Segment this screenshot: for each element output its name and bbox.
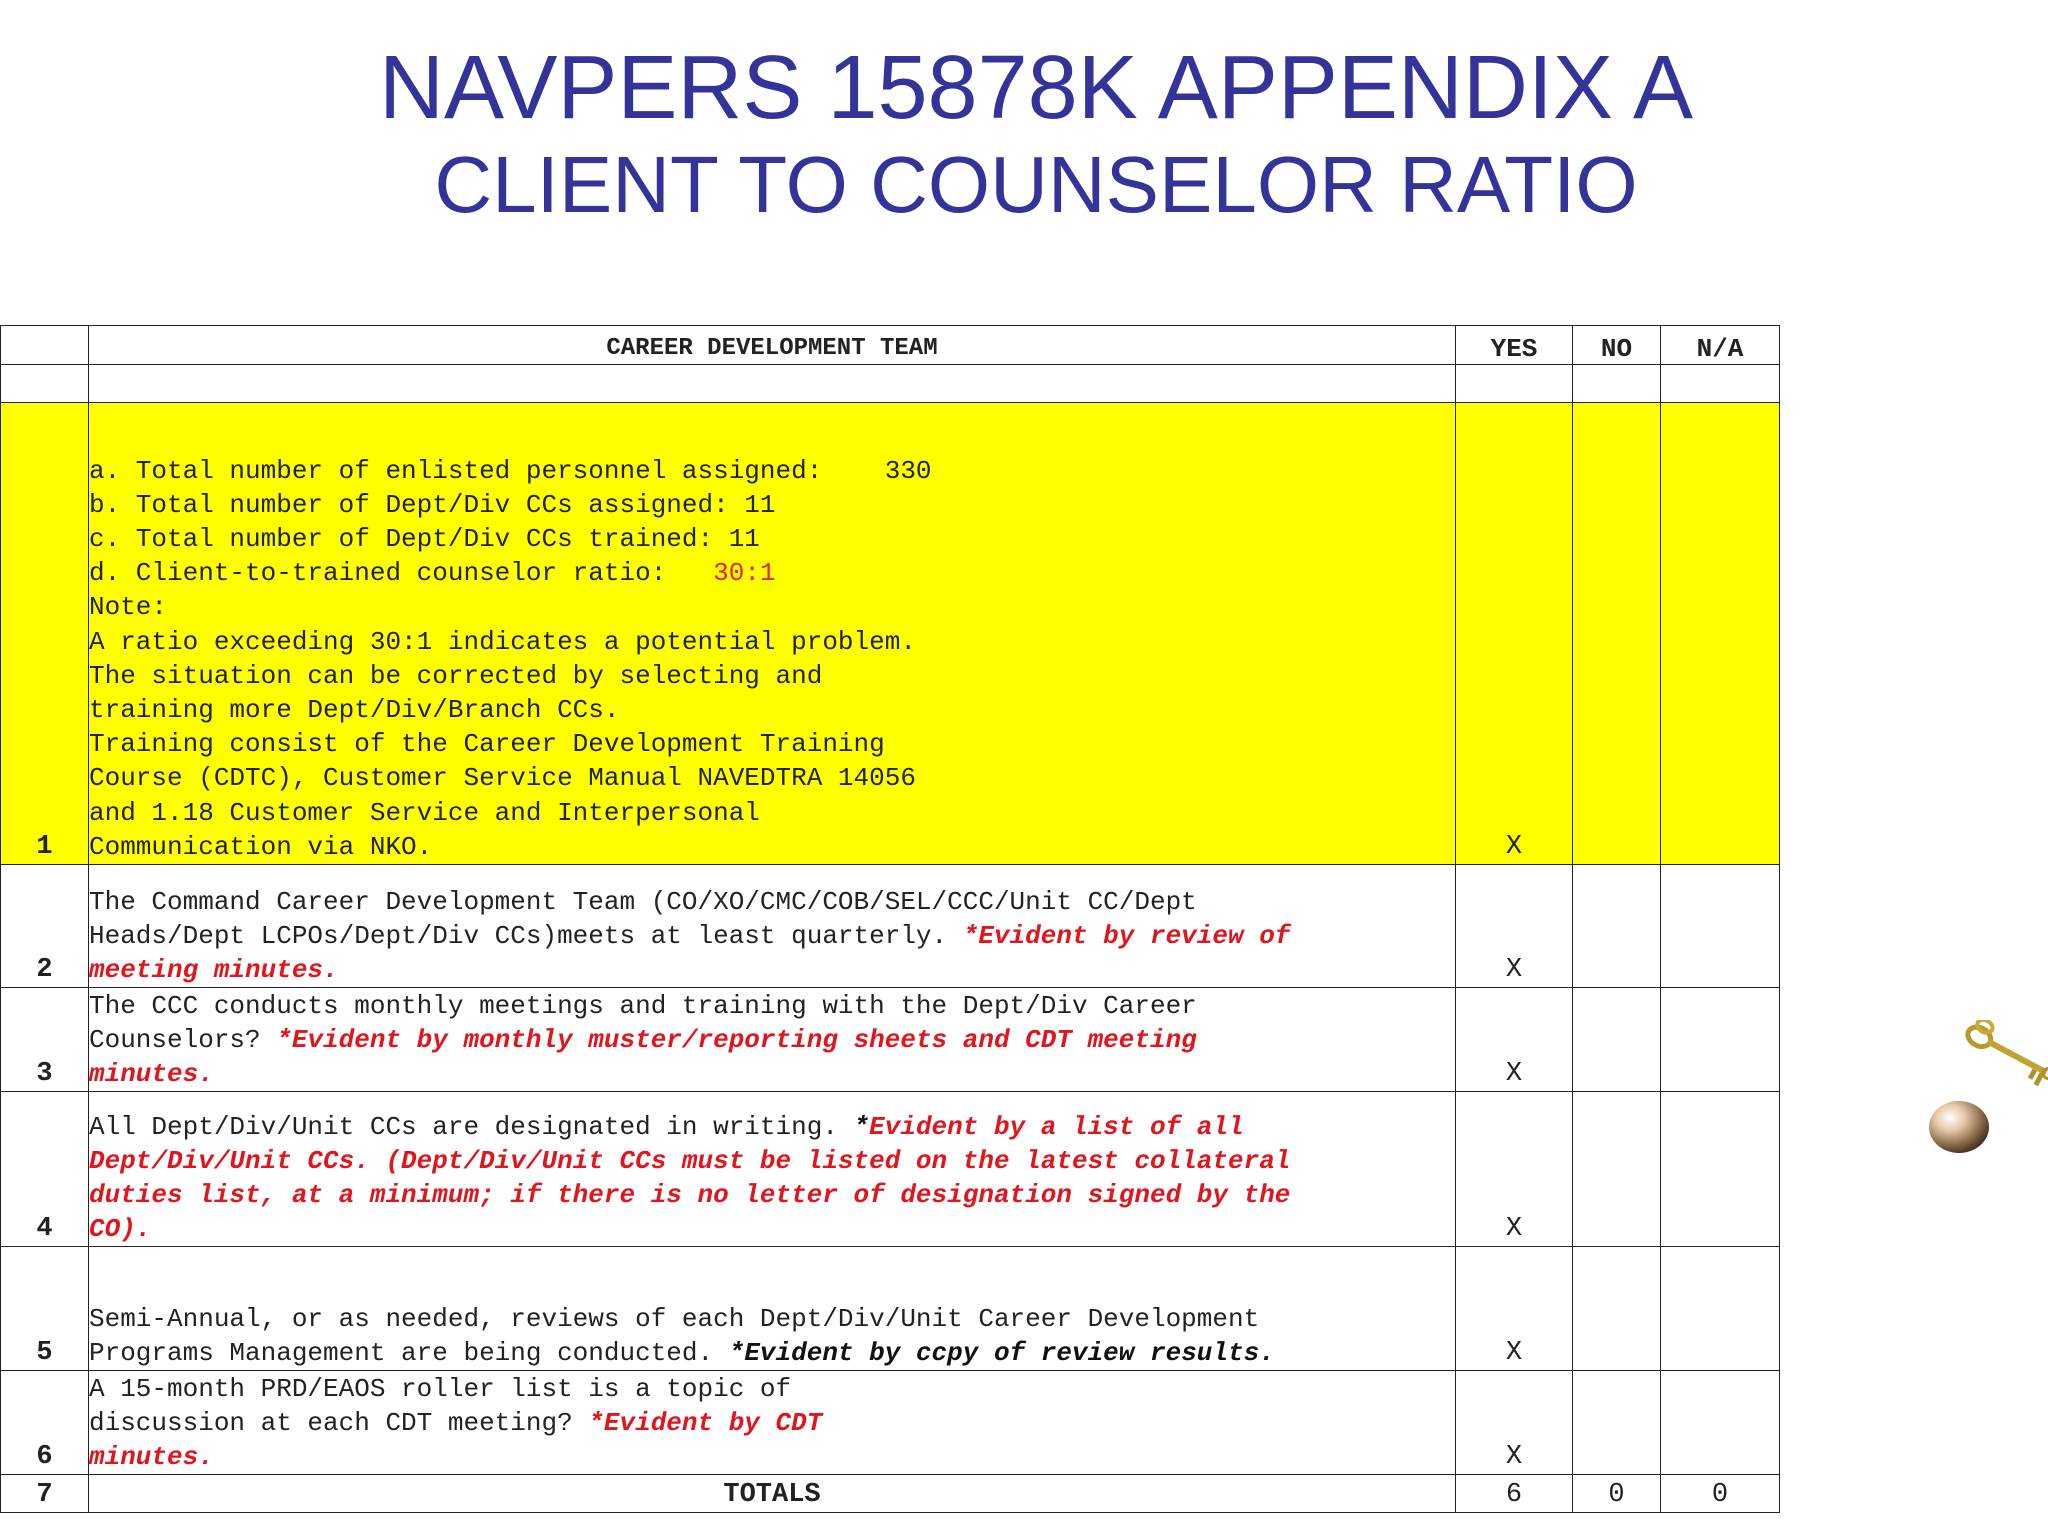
note-line: Note: [89,592,168,623]
header-yes: YES [1456,326,1573,365]
row-number: 7 [1,1475,89,1513]
row-number: 5 [1,1247,89,1371]
row-number: 4 [1,1092,89,1247]
na-total: 0 [1661,1475,1780,1513]
yes-cell: X [1456,865,1573,988]
note-line: Training consist of the Career Development Training [89,729,885,760]
note-line: The situation can be corrected by selecting and [89,660,823,691]
slide-title [0,0,2048,240]
header-na: N/A [1661,326,1780,365]
table-row [1,1247,1780,1371]
yes-cell: X [1456,1371,1573,1475]
evidence-star: * [853,1112,870,1142]
spacer-cell [89,365,1456,403]
na-cell [1661,988,1780,1092]
spacer-cell [1573,365,1661,403]
row-description [89,1247,1456,1371]
note-line: training more Dept/Div/Branch CCs. [89,694,620,725]
table-row [1,1371,1780,1475]
table-row [1,1092,1780,1247]
evidence-text: Evident by a list of all Dept/Div/Unit CCs. (Dept/Div/Unit CCs must be listed on the latest collateral duties list, at a minimum; if there is no letter of designation signed by the CO). [89,1112,1291,1244]
row-description [89,865,1456,988]
na-cell [1661,1247,1780,1371]
pearl-icon [1925,1098,1993,1156]
item-text: The Command Career Development Team (CO/XO/CMC/COB/SEL/CCC/Unit CC/Dept Heads/Dept LCPOs/Dept/Div CCs)meets at least quarterly. [89,887,1197,951]
no-cell [1573,988,1661,1092]
row-number: 1 [1,403,89,865]
header-row [1,326,1780,365]
row-number: 6 [1,1371,89,1475]
spacer-cell [1456,365,1573,403]
yes-cell: X [1456,1247,1573,1371]
row-description [89,988,1456,1092]
na-cell [1661,1092,1780,1247]
spacer-cell [1,365,89,403]
na-cell [1661,865,1780,988]
evidence-text: *Evident by CDT minutes. [89,1408,823,1472]
no-cell [1573,865,1661,988]
checklist-table [0,325,1780,1513]
item-text: Semi-Annual, or as needed, reviews of each Dept/Div/Unit Career Development Programs Management are being conducted. [89,1304,1260,1368]
note-line: Course (CDTC), Customer Service Manual NAVEDTRA 14056 [89,763,916,794]
no-cell [1573,1092,1661,1247]
title-line-1: NAVPERS 15878K APPENDIX A [378,38,1693,138]
item-text: All Dept/Div/Unit CCs are designated in writing. [89,1112,854,1142]
no-cell [1573,403,1661,865]
no-cell [1573,1371,1661,1475]
row-number: 3 [1,988,89,1092]
header-num [1,326,89,365]
row-number: 2 [1,865,89,988]
yes-total: 6 [1456,1475,1573,1513]
evidence-text: *Evident by monthly muster/reporting sheets and CDT meeting minutes. [89,1025,1197,1089]
yes-cell: X [1456,1092,1573,1247]
ratio-value: 30:1 [713,558,776,589]
evidence-text: *Evident by review of meeting minutes. [89,921,1291,985]
yes-cell: X [1456,988,1573,1092]
no-cell [1573,1247,1661,1371]
ratio-line-b: b. Total number of Dept/Div CCs assigned: 11 [89,489,776,520]
note-line: Communication via NKO. [89,831,433,862]
evidence-text: *Evident by ccpy of review results. [728,1338,1275,1368]
totals-row [1,1475,1780,1513]
totals-label: TOTALS [89,1475,1456,1513]
spacer-cell [1661,365,1780,403]
header-no: NO [1573,326,1661,365]
item-text: A 15-month PRD/EAOS roller list is a topic of discussion at each CDT meeting? [89,1374,792,1438]
table-row [1,865,1780,988]
spacer-row [1,365,1780,403]
note-line: A ratio exceeding 30:1 indicates a potential problem. [89,626,916,657]
header-career-development-team: CAREER DEVELOPMENT TEAM [89,326,1456,365]
gold-key-icon [1950,1020,2048,1100]
table-row [1,403,1780,865]
note-line: and 1.18 Customer Service and Interpersonal [89,797,760,828]
no-total: 0 [1573,1475,1661,1513]
ratio-line-a: a. Total number of enlisted personnel assigned: 330 [89,455,932,486]
row-description [89,403,1456,865]
na-cell [1661,1371,1780,1475]
ratio-line-c: c. Total number of Dept/Div CCs trained: 11 [89,523,760,554]
table-row [1,988,1780,1092]
row-description [89,1371,1456,1475]
title-line-2: CLIENT TO COUNSELOR RATIO [434,140,1638,229]
row-description [89,1092,1456,1247]
ratio-line-d: d. Client-to-trained counselor ratio: [89,558,714,589]
item-text: The CCC conducts monthly meetings and training with the Dept/Div Career Counselors? [89,991,1197,1055]
yes-cell: X [1456,403,1573,865]
na-cell [1661,403,1780,865]
